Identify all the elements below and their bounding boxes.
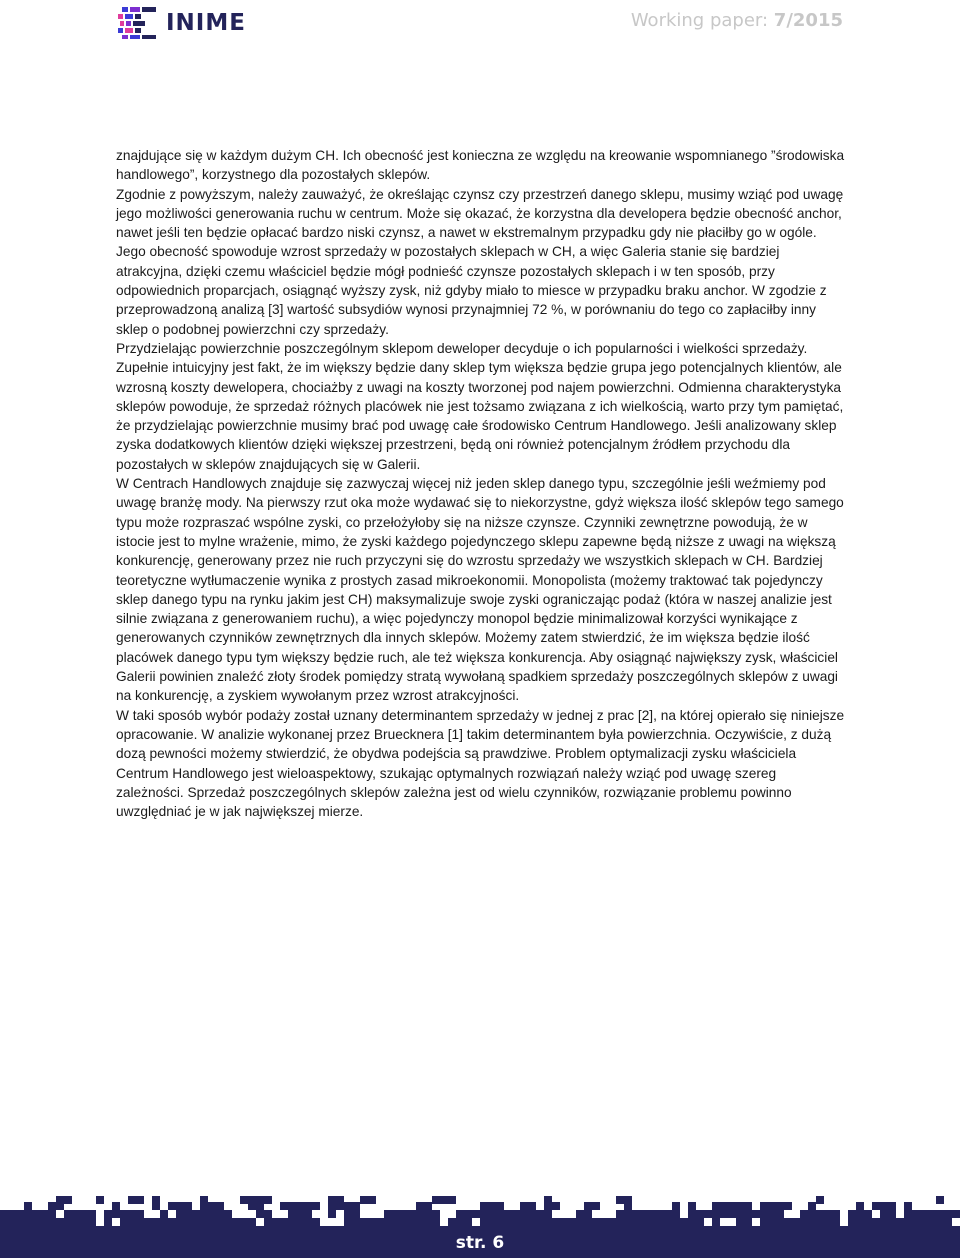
page-header xyxy=(0,0,960,44)
working-paper-label xyxy=(631,9,843,33)
paragraph: Zgodnie z powyższym, należy zauważyć, że określając czynsz czy przestrzeń danego sklepu, musimy wziąć pod uwagę jego możliwości generowania ruchu w centrum. Może się okazać, że korzystna dla developera będzie obecność anchor, nawet jeśli ten będzie opłacać bardzo niski czynsz, a nawet w ekstremalnym przypadku gdy nie płaciłby go w ogóle. Jego obecność spowoduje wzrost sprzedaży w pozostałych sklepach w CH, a więc Galeria stanie się bardziej atrakcyjna, dzięki czemu właściciel będzie mógł podnieść czynsze pozostałych sklepach i w ten sposób, przy odpowiednich proparcjach, osiągnąć wyższy zysk, niż gdyby miało to miesce w przypadku braku anchor. W zgodzie z przeprowadzoną analizą [3] wartość subsydiów wynosi przynajmniej 72 %, w porównaniu do tego co zapłaciłby inny sklep o podobnej powierzchni czy sprzedaży. xyxy=(116,186,844,337)
working-paper-prefix: Working paper: xyxy=(630,10,769,31)
working-paper-issue: 7/2015 xyxy=(773,10,843,31)
paragraph: Przydzielając powierzchnie poszczególnym sklepom deweloper decyduje o ich popularności i wielkości sprzedaży. Zupełnie intuicyjny jest fakt, że im większy będzie dany sklep tym większa będzie grupa jego potencjalnych klientów, ale wzrosną koszty dewelopera, chociażby z uwagi na koszty tworzonej pod najem powierzchni. Odmienna charakterystyka sklepów powoduje, że sprzedaż różnych placówek nie jest tożsamo związana z ich wielkością, warto przy tym pamiętać, że przydzielając powierzchnie musimy brać pod uwagę całe środowisko Centrum Handlowego. Jeśli analizowany sklep zyska dodatkowych klientów dzięki większej przestrzeni, będą oni również potencjalnym źródłem przychodu dla pozostałych w sklepów znajdujących się w Galerii. xyxy=(116,340,844,472)
page-number: str. 6 xyxy=(455,1233,505,1253)
paragraph: W taki sposób wybór podaży został uznany determinantem sprzedaży w jednej z prac [2], na której opierało się niniejsze opracowanie. W analizie wykonanej przez Bruecknera [1] takim determinantem była powierzchnia. Oczywiście, z dużą dozą pewności możemy stwierdzić, że obydwa podejścia są prawdziwe. Problem optymalizacji zysku właściciela Centrum Handlowego jest wieloaspektowy, szukając optymalnych rozwiązań należy wziąć pod uwagę szereg zależności. Sprzedaż poszczególnych sklepów zależna jest od wielu czynników, rozwiązanie problemu powinno uwzględniać je w jak największej mierze. xyxy=(116,707,845,820)
inime-logo xyxy=(116,6,246,40)
body-text xyxy=(116,146,846,821)
page-footer xyxy=(0,1196,960,1258)
paragraph: W Centrach Handlowych znajduje się zazwyczaj więcej niż jeden sklep danego typu, szczególnie jeśli weźmiemy pod uwagę branżę mody. Na pierwszy rzut oka może wydawać się to niekorzystne, gdyż większa ilość sklepów tego samego typu może rozpraszać wspólne zyski, co przełożyłoby się na niższe czynsze. Czynniki zewnętrzne powodują, że w istocie jest to mylne wrażenie, mimo, że zyski każdego pojedynczego sklepu zapewne będą niższe z uwagi na większą konkurencję, generowany przez nie ruch przyczyni się do wzrostu sprzedaży we wszystkich sklepach w CH. Bardziej teoretyczne wytłumaczenie wynika z prostych zasad mikroekonomii. Monopolista (możemy traktować tak pojedynczy sklep danego typu na rynku jakim jest CH) maksymalizuje swoje zyski ograniczając podaż (która w naszej analizie jest silnie związana z generowaniem ruchu), a więc pojedynczy monopol będzie minimalizował korzyści wynikające z generowanych czynników zewnętrznych dla innych sklepów. Możemy zatem stwierdzić, że im większa będzie ilość placówek danego typu tym większy będzie ruch, ale też większa konkurencja. Aby osiągnąć największy zysk, właściciel Galerii powinien znaleźć złoty środek pomiędzy stratą wywołaną spadkiem sprzedaży poszczególnych sklepów z uwagi na konkurencję, a zyskiem wywołanym przez wzrost atrakcyjności. xyxy=(116,476,844,704)
inime-logo-mark-icon xyxy=(116,6,160,40)
logo-text: INIME xyxy=(166,10,246,36)
paragraph: znajdujące się w każdym dużym CH. Ich obecność jest konieczna ze względu na kreowanie wspomnianego ”środowiska handlowego”, korzystnego dla pozostałych sklepów. xyxy=(116,148,845,183)
